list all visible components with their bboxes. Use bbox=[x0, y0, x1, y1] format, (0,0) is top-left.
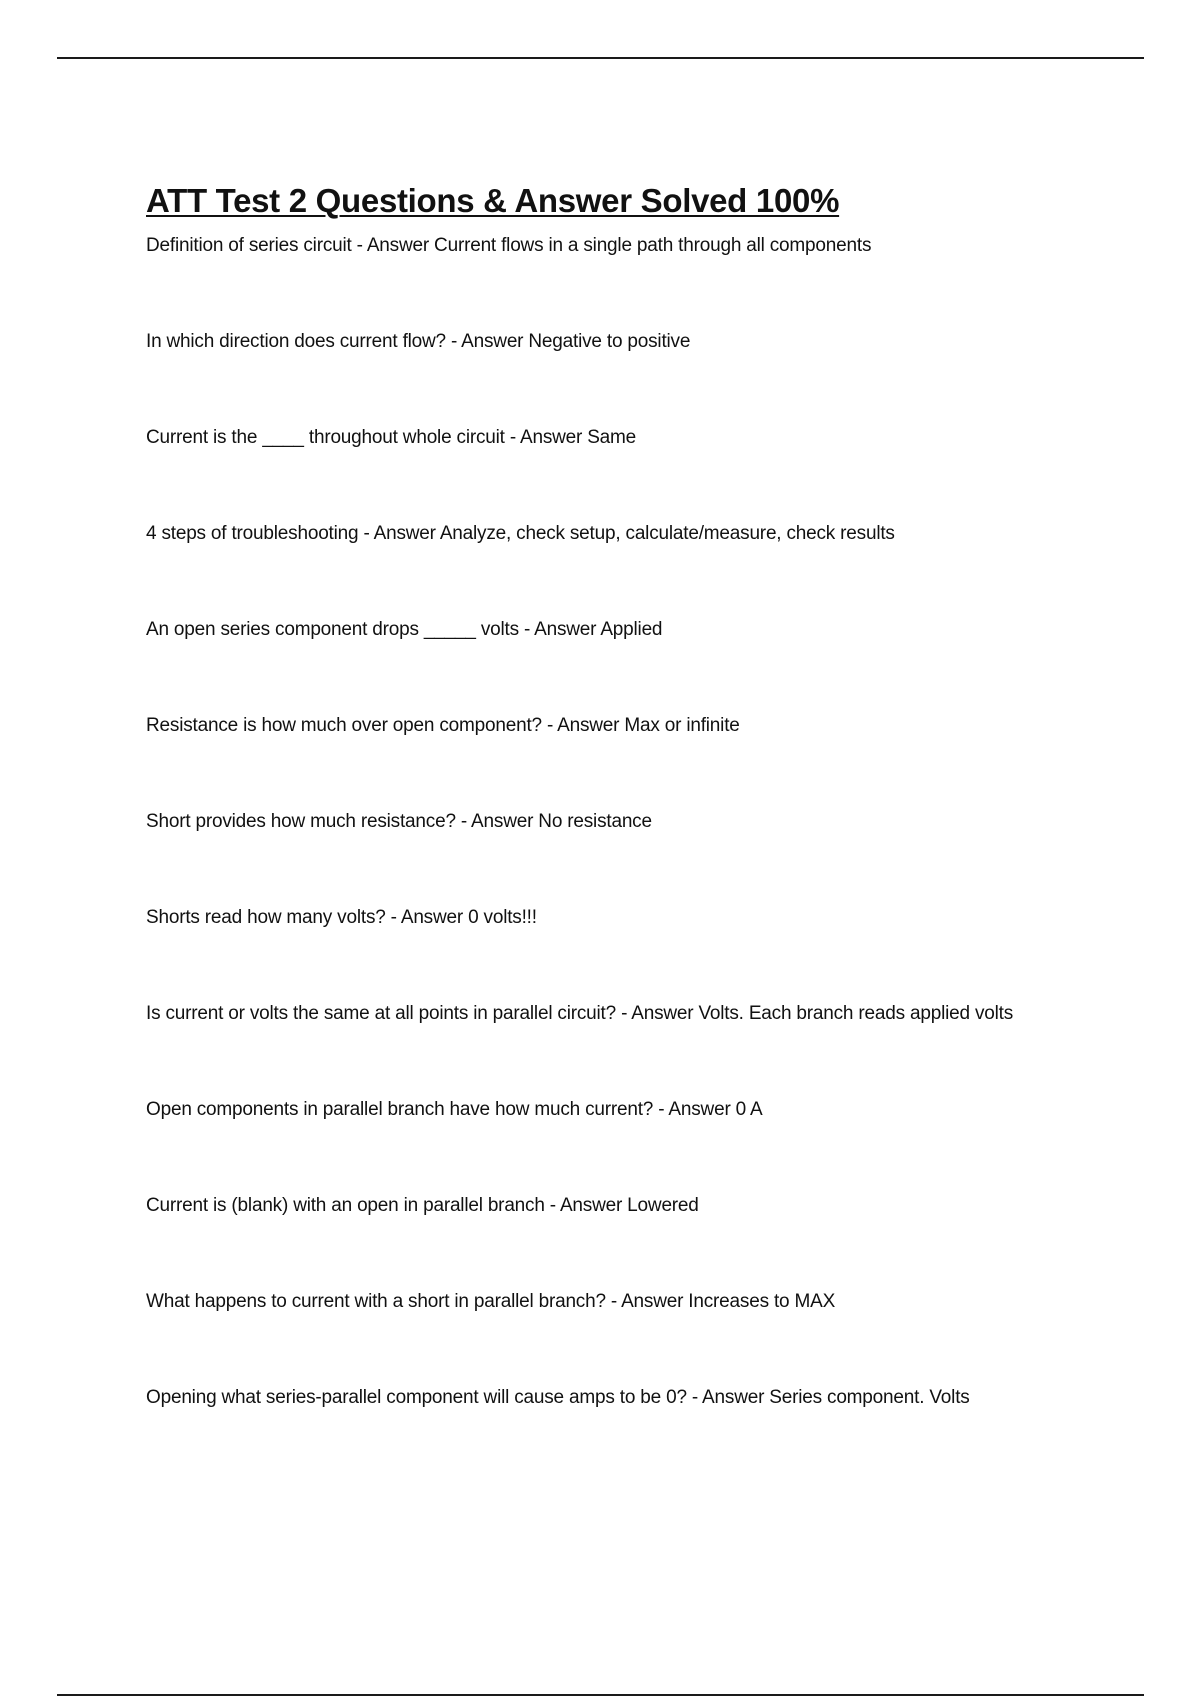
footer-rule bbox=[57, 1694, 1144, 1696]
qa-item: Current is (blank) with an open in parallel branch - Answer Lowered bbox=[146, 1195, 699, 1216]
document-title: ATT Test 2 Questions & Answer Solved 100% bbox=[146, 182, 840, 219]
document-body bbox=[146, 178, 1066, 1480]
qa-item: Is current or volts the same at all points in parallel circuit? - Answer Volts. Each branch reads applied volts bbox=[146, 1003, 1014, 1024]
qa-item: Opening what series-parallel component will cause amps to be 0? - Answer Series component. Volts bbox=[146, 1387, 970, 1408]
header-rule bbox=[57, 57, 1144, 59]
qa-item: Definition of series circuit - Answer Current flows in a single path through all components bbox=[146, 235, 872, 256]
qa-item: An open series component drops _____ volts - Answer Applied bbox=[146, 619, 663, 640]
qa-item: Resistance is how much over open component? - Answer Max or infinite bbox=[146, 715, 740, 736]
qa-item: 4 steps of troubleshooting - Answer Analyze, check setup, calculate/measure, check results bbox=[146, 523, 895, 544]
qa-item: Short provides how much resistance? - Answer No resistance bbox=[146, 811, 652, 832]
qa-item: Shorts read how many volts? - Answer 0 volts!!! bbox=[146, 907, 537, 928]
qa-list bbox=[146, 232, 1066, 1412]
qa-item: Current is the ____ throughout whole circuit - Answer Same bbox=[146, 427, 637, 448]
qa-item: What happens to current with a short in parallel branch? - Answer Increases to MAX bbox=[146, 1291, 836, 1312]
qa-item: Open components in parallel branch have how much current? - Answer 0 A bbox=[146, 1099, 763, 1120]
qa-item: In which direction does current flow? - Answer Negative to positive bbox=[146, 331, 691, 352]
